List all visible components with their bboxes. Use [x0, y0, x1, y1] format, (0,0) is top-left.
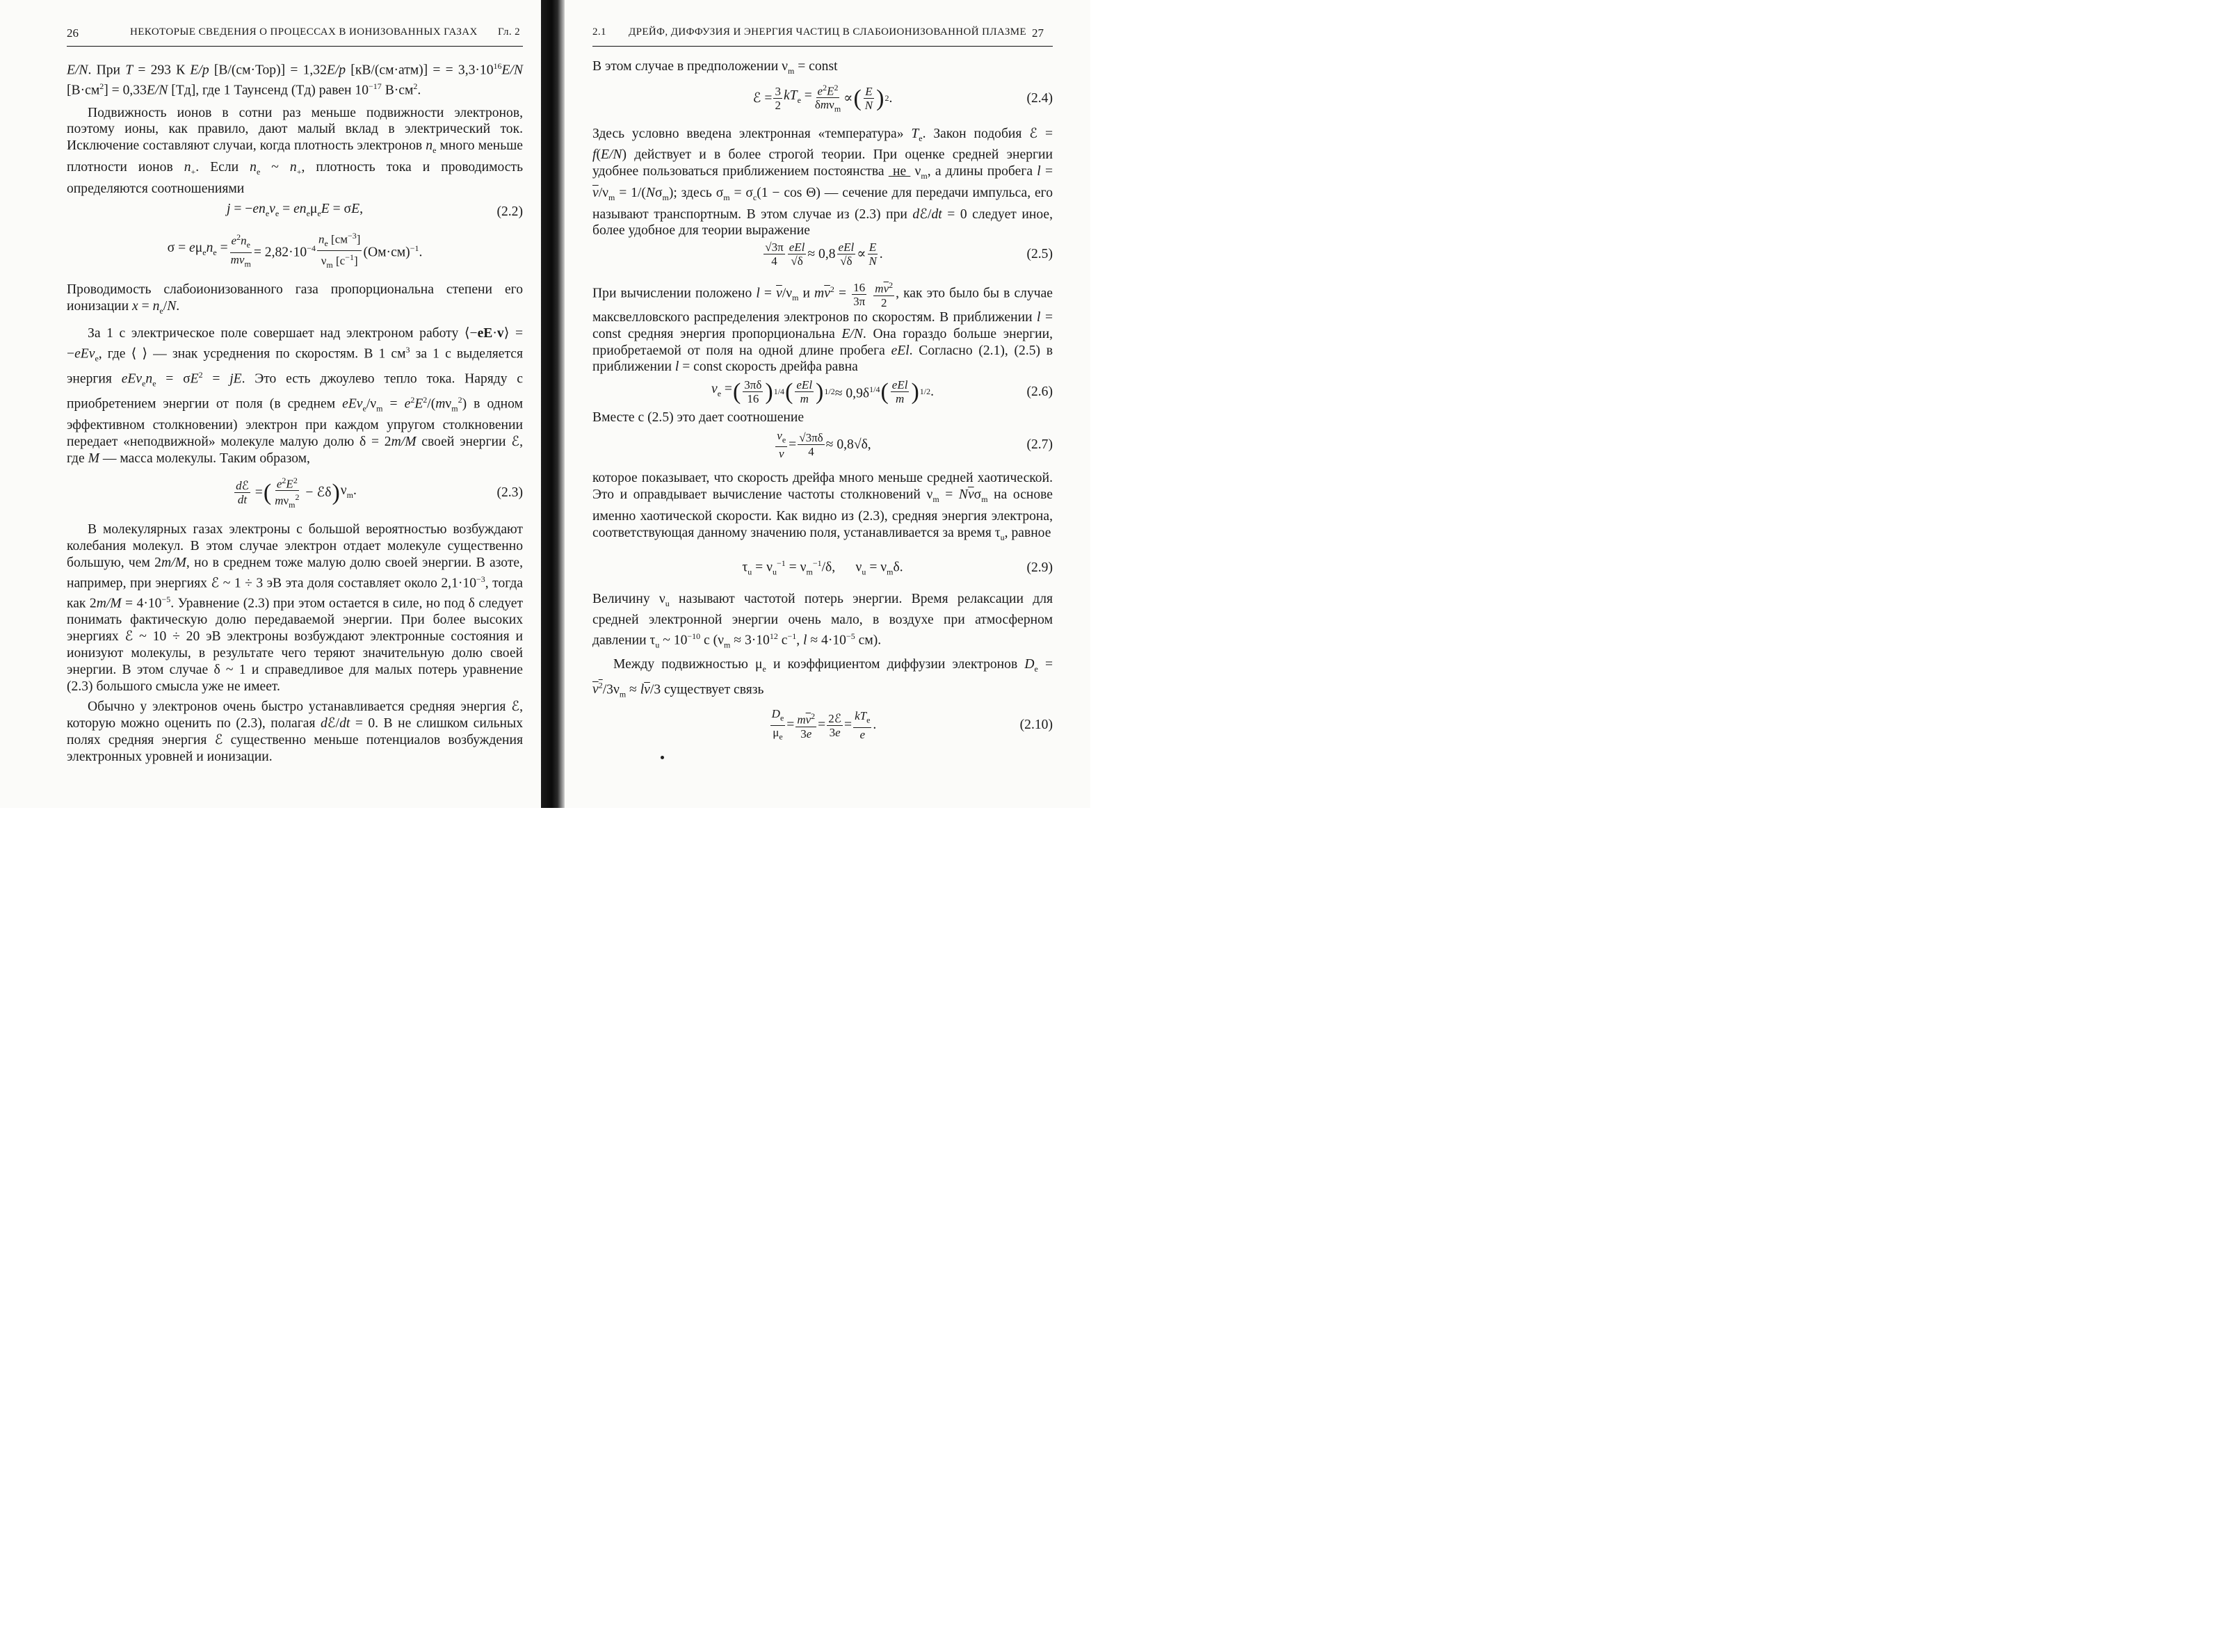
- paragraph: При вычислении положено $l = \overline{v}/\nu_m$ и $m\overline{v}^2$ = $\frac{16}{3\pi}$ $\frac{m\overline{v}^2}{2}$ , как это было бы в случае максвелловского распределения электронов по скоростям. В приближении l = const средняя энергия пропорциональна E/N. Она гораздо больше энергии, приобретаемой от поля на одной длине пробега eEl. Согласно (2.1), (2.5) в приближении l = const скорость дрейфа равна: [592, 280, 1053, 375]
- paragraph: В молекулярных газах электроны с большой вероятностью возбуждают колебания молекул. В этом случае электрон отдает молекуле существенно большую, чем 2m/M, но в среднем тоже малую долю своей энергии. В азоте, например, при энергиях ℰ ~ 1 ÷ 3 эВ эта доля составляет около $2,1\cdot 10^{-3}$, тогда как $2m/M = 4\cdot 10^{-5}$. Уравнение (2.3) при этом остается в силе, но под δ следует понимать фактическую долю передаваемой энергии. При более высоких энергиях ℰ ~ 10 ÷ 20 эВ электроны возбуждают электронные состояния и ионизуют молекулы, в результате чего теряют значительную долю своей энергии. В этом случае δ ~ 1 и справедливое для малых потерь уравнение (2.3) большого смысла уже не имеет.: [67, 522, 524, 694]
- paragraph: которое показывает, что скорость дрейфа много меньше средней хаотической. Это и оправдывает вычисление частоты столкновений $\nu_m = N\overline{v}\sigma_m$ на основе именно хаотической скорости. Как видно из (2.3), средняя энергия электрона, соответствующая данному значению поля, устанавливается за время $\tau_u$, равное: [592, 471, 1053, 542]
- left-page-number: 26: [67, 26, 79, 40]
- equation-2-2: $j = -en_ev_e = en_e\mu_eE = \sigma E$, (2.2): [226, 202, 523, 219]
- paragraph: E/N. При T = 293 К E/p [В/(см·Тор)] = 1,32E/p [кВ/(см·атм)] = = $3,3\cdot 10^{16}E/N$ $[В\cdot см^2] = 0,33E/N$ [Тд], где 1 Таунсенд (Тд) равен $10^{-17}$ $В\cdot см^2$.: [67, 61, 523, 98]
- right-header-rule: [592, 46, 1053, 47]
- equation-conductivity: $\sigma = e\mu_en_e$ = $\frac{e^2n_e}{mv_m}$ = $2,82\cdot 10^{-4}$ $\frac{n_e [см^{-3}]}{\nu_m [с^{-1}]}$ $(Ом\cdot см)^{-1}$.: [167, 231, 423, 270]
- right-page-number: 27: [1032, 26, 1044, 40]
- paragraph: В этом случае в предположении $\nu_m$ = const: [592, 59, 838, 76]
- equation-2-3: $\frac{\text{dℰ}}{dt}$ = ( $\frac{e^2E^2}{m\nu_m^2}$ − ℰδ ) $\nu_m$. (2.3): [236, 475, 523, 510]
- equation-number: (2.10): [1019, 718, 1053, 733]
- equation-2-7: $\frac{v_e}{v}$ = $\frac{√3\pi\delta}{4}$ ≈ 0,8√δ, (2.7): [777, 428, 1053, 461]
- paragraph: Между подвижностью $\mu_e$ и коэффициентом диффузии электронов $D_e = v^2/3\nu_m \approx l\overline{v}/3$ существует связь: [592, 657, 1053, 699]
- paragraph: Подвижность ионов в сотни раз меньше подвижности электронов, поэтому ионы, как правило, дают малый вклад в электрический ток. Исключение составляют случаи, когда плотность электронов $n_e$ много меньше плотности ионов $n_+$. Если $n_e$ ~ $n_+$, плотность тока и проводимость определяются соотношениями: [67, 105, 523, 196]
- equation-2-6: $v_e$ = ( $\frac{3\pi\delta}{16}$ ) 1/4 ( $\frac{\text{eEl}}{m}$ ) 1/2 ≈ $0,9\delta^{1/4}$ ( $\frac{\text{eEl}}{m}$ ) 1/2 . (2.6): [711, 378, 1053, 406]
- right-running-title: ДРЕЙФ, ДИФФУЗИЯ И ЭНЕРГИЯ ЧАСТИЦ В СЛАБОИОНИЗОВАННОЙ ПЛАЗМЕ: [629, 26, 1027, 38]
- equation-number: (2.7): [1026, 437, 1053, 452]
- equation-2-10: $\frac{D_e}{\mu_e}$ = $\frac{m\overline{v}^2}{3e}$ = $\frac{\text{2ℰ}}{3e}$ = $\frac{kT_e}{e}$ . (2.10): [771, 707, 1053, 741]
- paragraph: Обычно у электронов очень быстро устанавливается средняя энергия ℰ, которую можно оценить по (2.3), полагая dℰ/dt = 0. В не слишком сильных полях средняя энергия ℰ существенно меньше потенциалов возбуждения электронных уровней и ионизации.: [67, 699, 523, 764]
- left-header-rule: [67, 46, 523, 47]
- paragraph: Здесь условно введена электронная «температура» $T_e$. Закон подобия ℰ = f(E/N) действует и в более строгой теории. При оценке средней энергии удобнее пользоваться приближением постоянства не $\nu_m$, а длины пробега $l = \overline{v}/\nu_m = 1/(N\sigma_m)$; здесь $\sigma_m = \sigma_c(1 - \cos \Theta)$ — сечение для передачи импульса, его называют транспортным. В этом случае из (2.3) при dℰ/dt = 0 следует иное, более удобное для теории выражение: [592, 126, 1053, 238]
- right-page: [565, 0, 1090, 808]
- left-running-title: НЕКОТОРЫЕ СВЕДЕНИЯ О ПРОЦЕССАХ В ИОНИЗОВАННЫХ ГАЗАХ: [130, 26, 478, 38]
- paragraph: Проводимость слабоионизованного газа пропорциональна степени его ионизации $x = n_e/N$.: [67, 282, 523, 316]
- right-text-body: [592, 58, 1053, 747]
- equation-number: (2.4): [1026, 90, 1053, 106]
- ink-speck: [661, 756, 664, 759]
- equation-number: (2.9): [1026, 560, 1053, 576]
- paragraph: За 1 с электрическое поле совершает над электроном работу ⟨−eE·v⟩ = −eEv$_e$, где ⟨ ⟩ — знак усреднения по скоростям. В 1 $см^3$ за 1 с выделяется энергия $eEv_en_e = \sigma E^2$ = jE. Это есть джоулево тепло тока. Наряду с приобретением энергии от поля (в среднем $eEv_e/\nu_m = e^2E^2/(m\nu_m^2)$ в одном эффективном столкновении) электрон при каждом упругом столкновении передает «неподвижной» молекуле малую долю δ = 2m/M своей энергии ℰ, где M — масса молекулы. Таким образом,: [67, 325, 524, 466]
- equation-number: (2.3): [496, 485, 523, 501]
- equation-number: (2.5): [1026, 246, 1053, 261]
- equation-2-5: $\frac{√3\pi}{4}$ $\frac{\text{eEl}}{√\delta}$ ≈ 0,8 $\frac{\text{eEl}}{√\delta}$ ∝ $\frac{E}{N}$ . (2.5): [765, 241, 1053, 268]
- book-spine-shadow: [541, 0, 565, 808]
- left-text-body: [67, 58, 523, 766]
- equation-2-9: $\tau_u = \nu_u^{-1} = \nu_m^{-1}/\delta$, $\nu_u = \nu_m\delta$. (2.9): [742, 558, 1053, 577]
- equation-2-4: ℰ = $\frac{3}{2}$ $kT_e$ = $\frac{e^2E^2}{\delta m\nu_m}$ ∝ ( $\frac{E}{N}$ ) 2 . (2.4): [752, 82, 1053, 114]
- left-chapter-label: Гл. 2: [498, 26, 521, 38]
- paragraph: Величину $\nu_u$ называют частотой потерь энергии. Время релаксации для средней электронной энергии очень мало, в воздухе при атмосферном давлении $\tau_u$ ~ $10^{-10}$ с ($\nu_m \approx 3\cdot 10^{12}$ $с^{-1}$, $l \approx 4\cdot 10^{-5}$ см).: [592, 591, 1053, 650]
- paragraph: Вместе с (2.5) это дает соотношение: [592, 410, 805, 426]
- equation-number: (2.2): [496, 204, 523, 219]
- equation-number: (2.6): [1026, 384, 1053, 399]
- left-page: [0, 0, 541, 808]
- right-section-label: 2.1: [592, 26, 606, 38]
